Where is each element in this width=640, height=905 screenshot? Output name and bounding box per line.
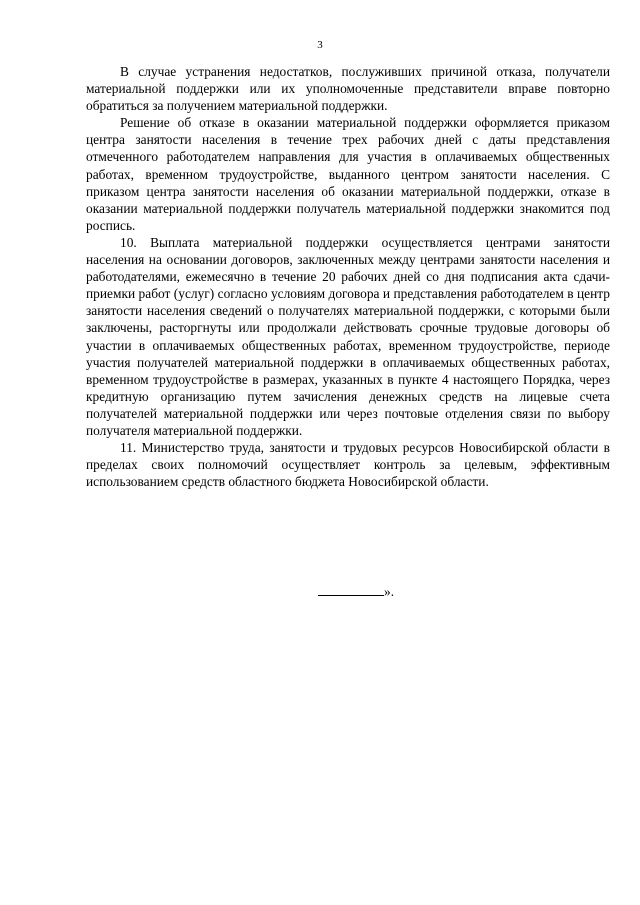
- paragraph-item-10-payment: 10. Выплата материальной поддержки осуществляется центрами занятости населения на основании договоров, заключенных между центрами занятости населения и работодателями, ежемесячно в течение 20 рабочих дней со дня подписания акта сдачи-приемки работ (услуг) согласно условиям договора и представления работодателем в центр занятости населения сведений о получателях материальной поддержки, с которыми были заключены, расторгнуты или продолжали действовать срочные трудовые договоры об участии в оплачиваемых общественных работах, временном трудоустройстве, периоде участия получателей материальной поддержки в оплачиваемых общественных работах, временном трудоустройстве в размерах, указанных в пункте 4 настоящего Порядка, через кредитную организацию путем зачисления денежных средств на лицевые счета получателей материальной поддержки или через почтовые отделения связи по выбору получателя материальной поддержки.: [86, 234, 610, 438]
- closing-underline: [318, 583, 384, 596]
- closing-quote-mark: ».: [384, 584, 395, 599]
- paragraph-item-11-control: 11. Министерство труда, занятости и трудовых ресурсов Новосибирской области в пределах своих полномочий осуществляет контроль за целевым, эффективным использованием средств областного бюджета Новосибирской области.: [86, 440, 610, 490]
- page-number: 3: [317, 39, 323, 51]
- document-body: [86, 63, 610, 490]
- paragraph-resubmission: В случае устранения недостатков, послуживших причиной отказа, получатели материальной поддержки или их уполномоченные представители вправе повторно обратиться за получением материальной поддержки.: [86, 64, 610, 114]
- paragraph-refusal-decision: Решение об отказе в оказании материальной поддержки оформляется приказом центра занятости населения в течение трех рабочих дней с даты представления отмеченного работодателем направления для участия в оплачиваемых общественных работах, временном трудоустройстве, выданного центром занятости населения. С приказом центра занятости населения об оказании материальной поддержки, отказе в оказании материальной поддержки получатель материальной поддержки знакомится под роспись.: [86, 115, 610, 233]
- closing-signoff: [318, 583, 394, 600]
